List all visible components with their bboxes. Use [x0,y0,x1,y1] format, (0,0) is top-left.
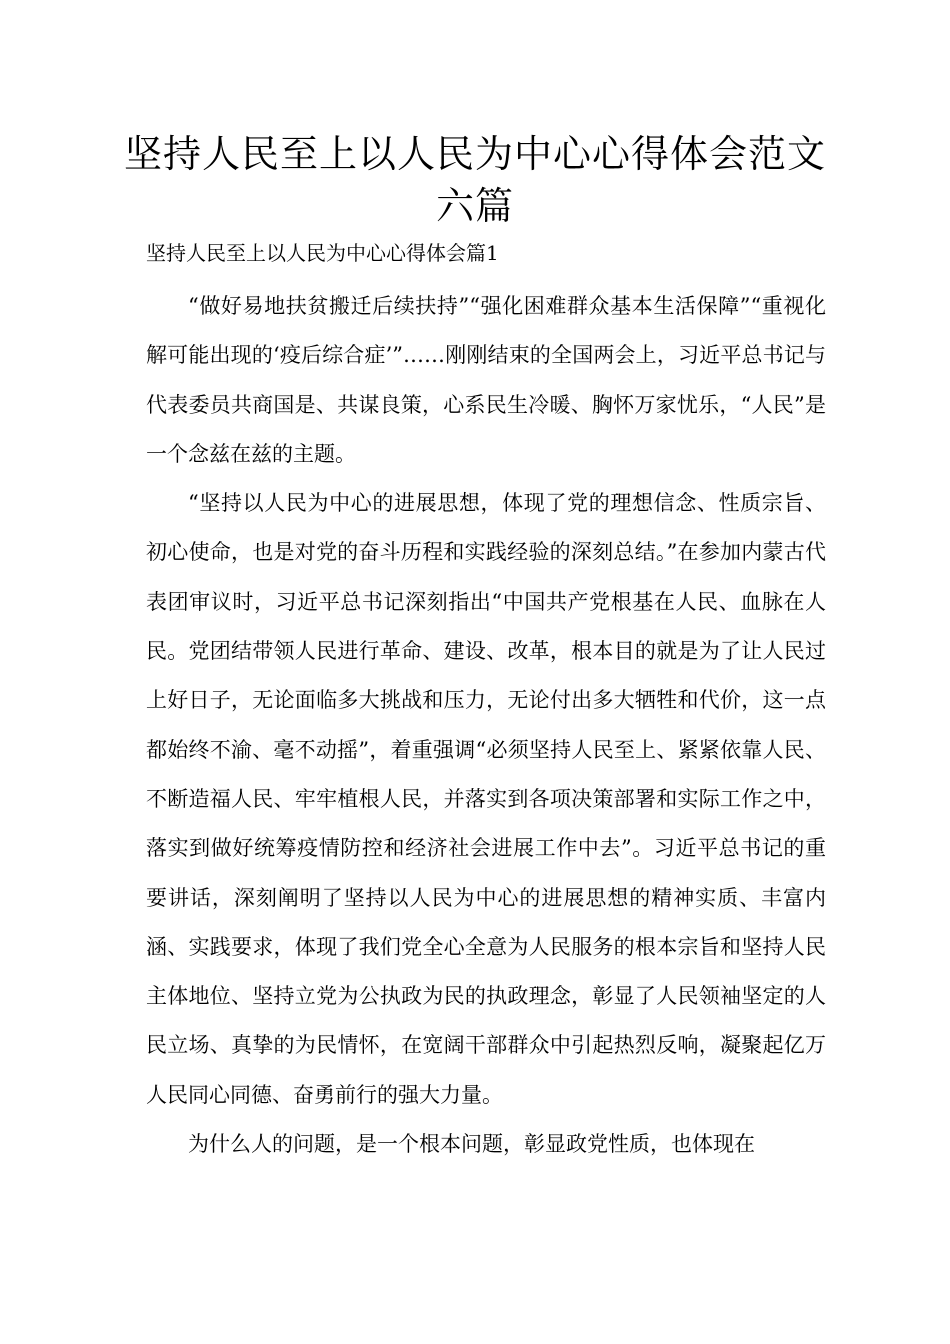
document-title: 坚持人民至上以人民为中心心得体会范文六篇 [123,132,826,228]
paragraph-3: 为什么人的问题，是一个根本问题，彰显政党性质，也体现在 [188,1132,755,1157]
paragraph-2: “坚持以人民为中心的进展思想，体现了党的理想信念、性质宗旨、初心使命，也是对党的奋斗历程和实践经验的深刻总结。”在参加内蒙古代表团审议时，习近平总书记深刻指出“中国共产党根基在人民、血脉在人民。党团结带领人民进行革命、建设、改革，根本目的就是为了让人民过上好日子，无论面临多大挑战和压力，无论付出多大牺牲和代价，这一点都始终不渝、毫不动摇”，着重强调“必须坚持人民至上、紧紧依靠人民、不断造福人民、牢牢植根人民，并落实到各项决策部署和实际工作之中，落实到做好统筹疫情防控和经济社会进展工作中去”。习近平总书记的重要讲话，深刻阐明了坚持以人民为中心的进展思想的精神实质、丰富内涵、实践要求，体现了我们党全心全意为人民服务的根本宗旨和坚持人民主体地位、坚持立党为公执政为民的执政理念，彰显了人民领袖坚定的人民立场、真挚的为民情怀，在宽阔干部群众中引起热烈反响，凝聚起亿万人民同心同德、奋勇前行的强大力量。 [146,491,826,1107]
paragraph-1: “做好易地扶贫搬迁后续扶持”“强化困难群众基本生活保障”“重视化解可能出现的‘疫后综合症’”……刚刚结束的全国两会上，习近平总书记与代表委员共商国是、共谋良策，心系民生冷暖、胸怀万家忧乐，“人民”是一个念兹在兹的主题。 [146,294,826,466]
section-heading: 坚持人民至上以人民为中心心得体会篇1 [146,241,499,265]
body-text [146,282,826,1169]
